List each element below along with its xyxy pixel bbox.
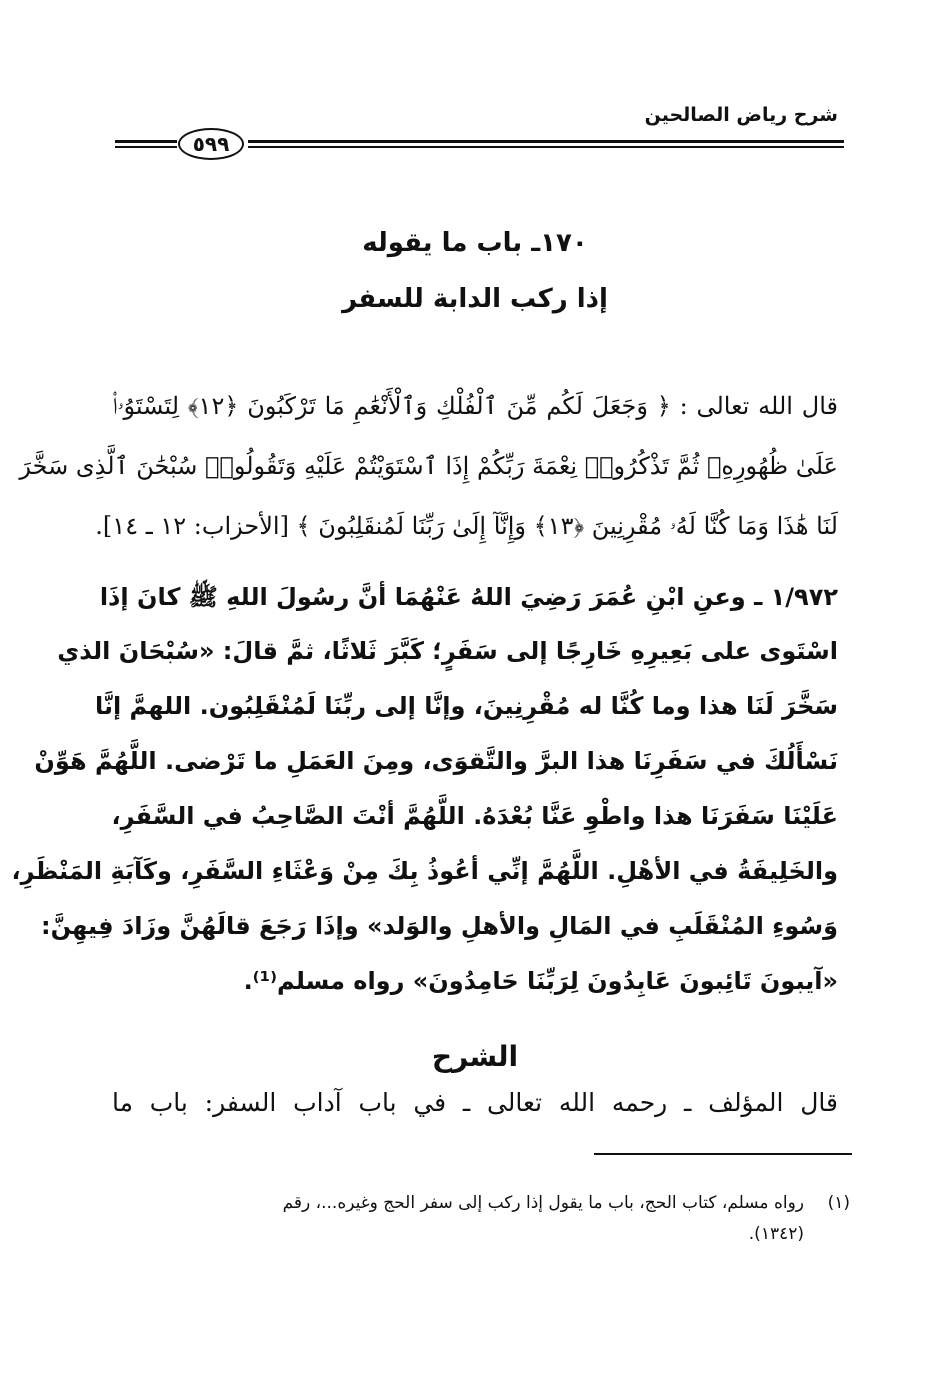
chapter-subtitle: إذا ركب الدابة للسفر [342,284,608,314]
quran-line: لَنَا هَٰذَا وَمَا كُنَّا لَهُۥ مُقْرِنِينَ ﴿١٣﴾ وَإِنَّآ إِلَىٰ رَبِّنَا لَمُنقَلِبُونَ ﴾ [الأحزاب: ١٢ ـ ١٤]. [95,512,838,540]
hadith-line: سَخَّرَ لَنَا هذا وما كُنَّا له مُقْرِنِينَ، وإنَّا إلى ربِّنَا لَمُنْقَلِبُون. اللهمَّ إنَّا [94,692,838,720]
footnote-text: رواه مسلم، كتاب الحج، باب ما يقول إذا ركب إلى سفر الحج وغيره...، رقم [282,1193,804,1213]
hadith-line: اسْتَوى على بَعِيرِهِ خَارِجًا إلى سَفَرٍ؛ كَبَّرَ ثَلاثًا، ثمَّ قالَ: «سُبْحَانَ الذي [57,637,838,665]
footnote-separator [594,1153,852,1155]
footnote-marker: (١) [827,1193,850,1213]
hadith-line: نَسْأَلُكَ في سَفَرِنَا هذا البرَّ والتَّقوَى، ومِنَ العَمَلِ ما تَرْضى. اللَّهُمَّ هَوِّنْ [34,747,838,775]
footnote [110,1193,850,1213]
commentary-line: قال المؤلف ـ رحمه الله تعالى ـ في باب آداب السفر: باب ما [112,1088,838,1117]
page-number: ٥٩٩ [178,128,244,160]
running-head-title: شرح رياض الصالحين [644,104,838,126]
hadith-line: ١/٩٧٢ ـ وعنِ ابْنِ عُمَرَ رَضِيَ اللهُ عَنْهُمَا أنَّ رسُولَ اللهِ ﷺ كانَ إذَا [99,583,838,611]
hadith-line: والخَلِيفَةُ في الأهْلِ. اللَّهُمَّ إنِّي أعُوذُ بِكَ مِنْ وَعْثَاءِ السَّفَرِ، وكَآبَةِ المَنْظَرِ، [11,857,838,885]
header-rule-left [115,140,177,150]
quran-line: عَلَىٰ ظُهُورِهِۦ ثُمَّ تَذْكُرُوا۟ نِعْمَةَ رَبِّكُمْ إِذَا ٱسْتَوَيْتُمْ عَلَيْهِ وَتَقُولُوا۟ سُبْحَٰنَ ٱلَّذِى سَخَّرَ [19,452,838,480]
quran-line: قال الله تعالى : ﴿ وَجَعَلَ لَكُم مِّنَ ٱلْفُلْكِ وَٱلْأَنْعَٰمِ مَا تَرْكَبُونَ ﴿١٢﴾ لِتَسْتَوُۥا۟ [112,392,838,420]
hadith-line: عَلَيْنَا سَفَرَنَا هذا واطْوِ عَنَّا بُعْدَهُ. اللَّهُمَّ أنْتَ الصَّاحِبُ في السَّفَرِ، [111,802,838,830]
hadith-line: وَسُوءِ المُنْقَلَبِ في المَالِ والأهلِ والوَلد» وإذَا رَجَعَ قالَهُنَّ وزَادَ فِيهِنَّ: [40,912,838,940]
chapter-title: ١٧٠ـ باب ما يقوله [362,228,588,258]
header-rule-right [248,140,844,150]
hadith-line: «آيبونَ تَائِبونَ عَابِدُونَ لِرَبِّنَا حَامِدُونَ» رواه مسلم⁽¹⁾. [243,967,838,995]
sharh-heading: الشرح [431,1040,519,1073]
footnote-continuation: (١٣٤٢). [748,1224,804,1244]
